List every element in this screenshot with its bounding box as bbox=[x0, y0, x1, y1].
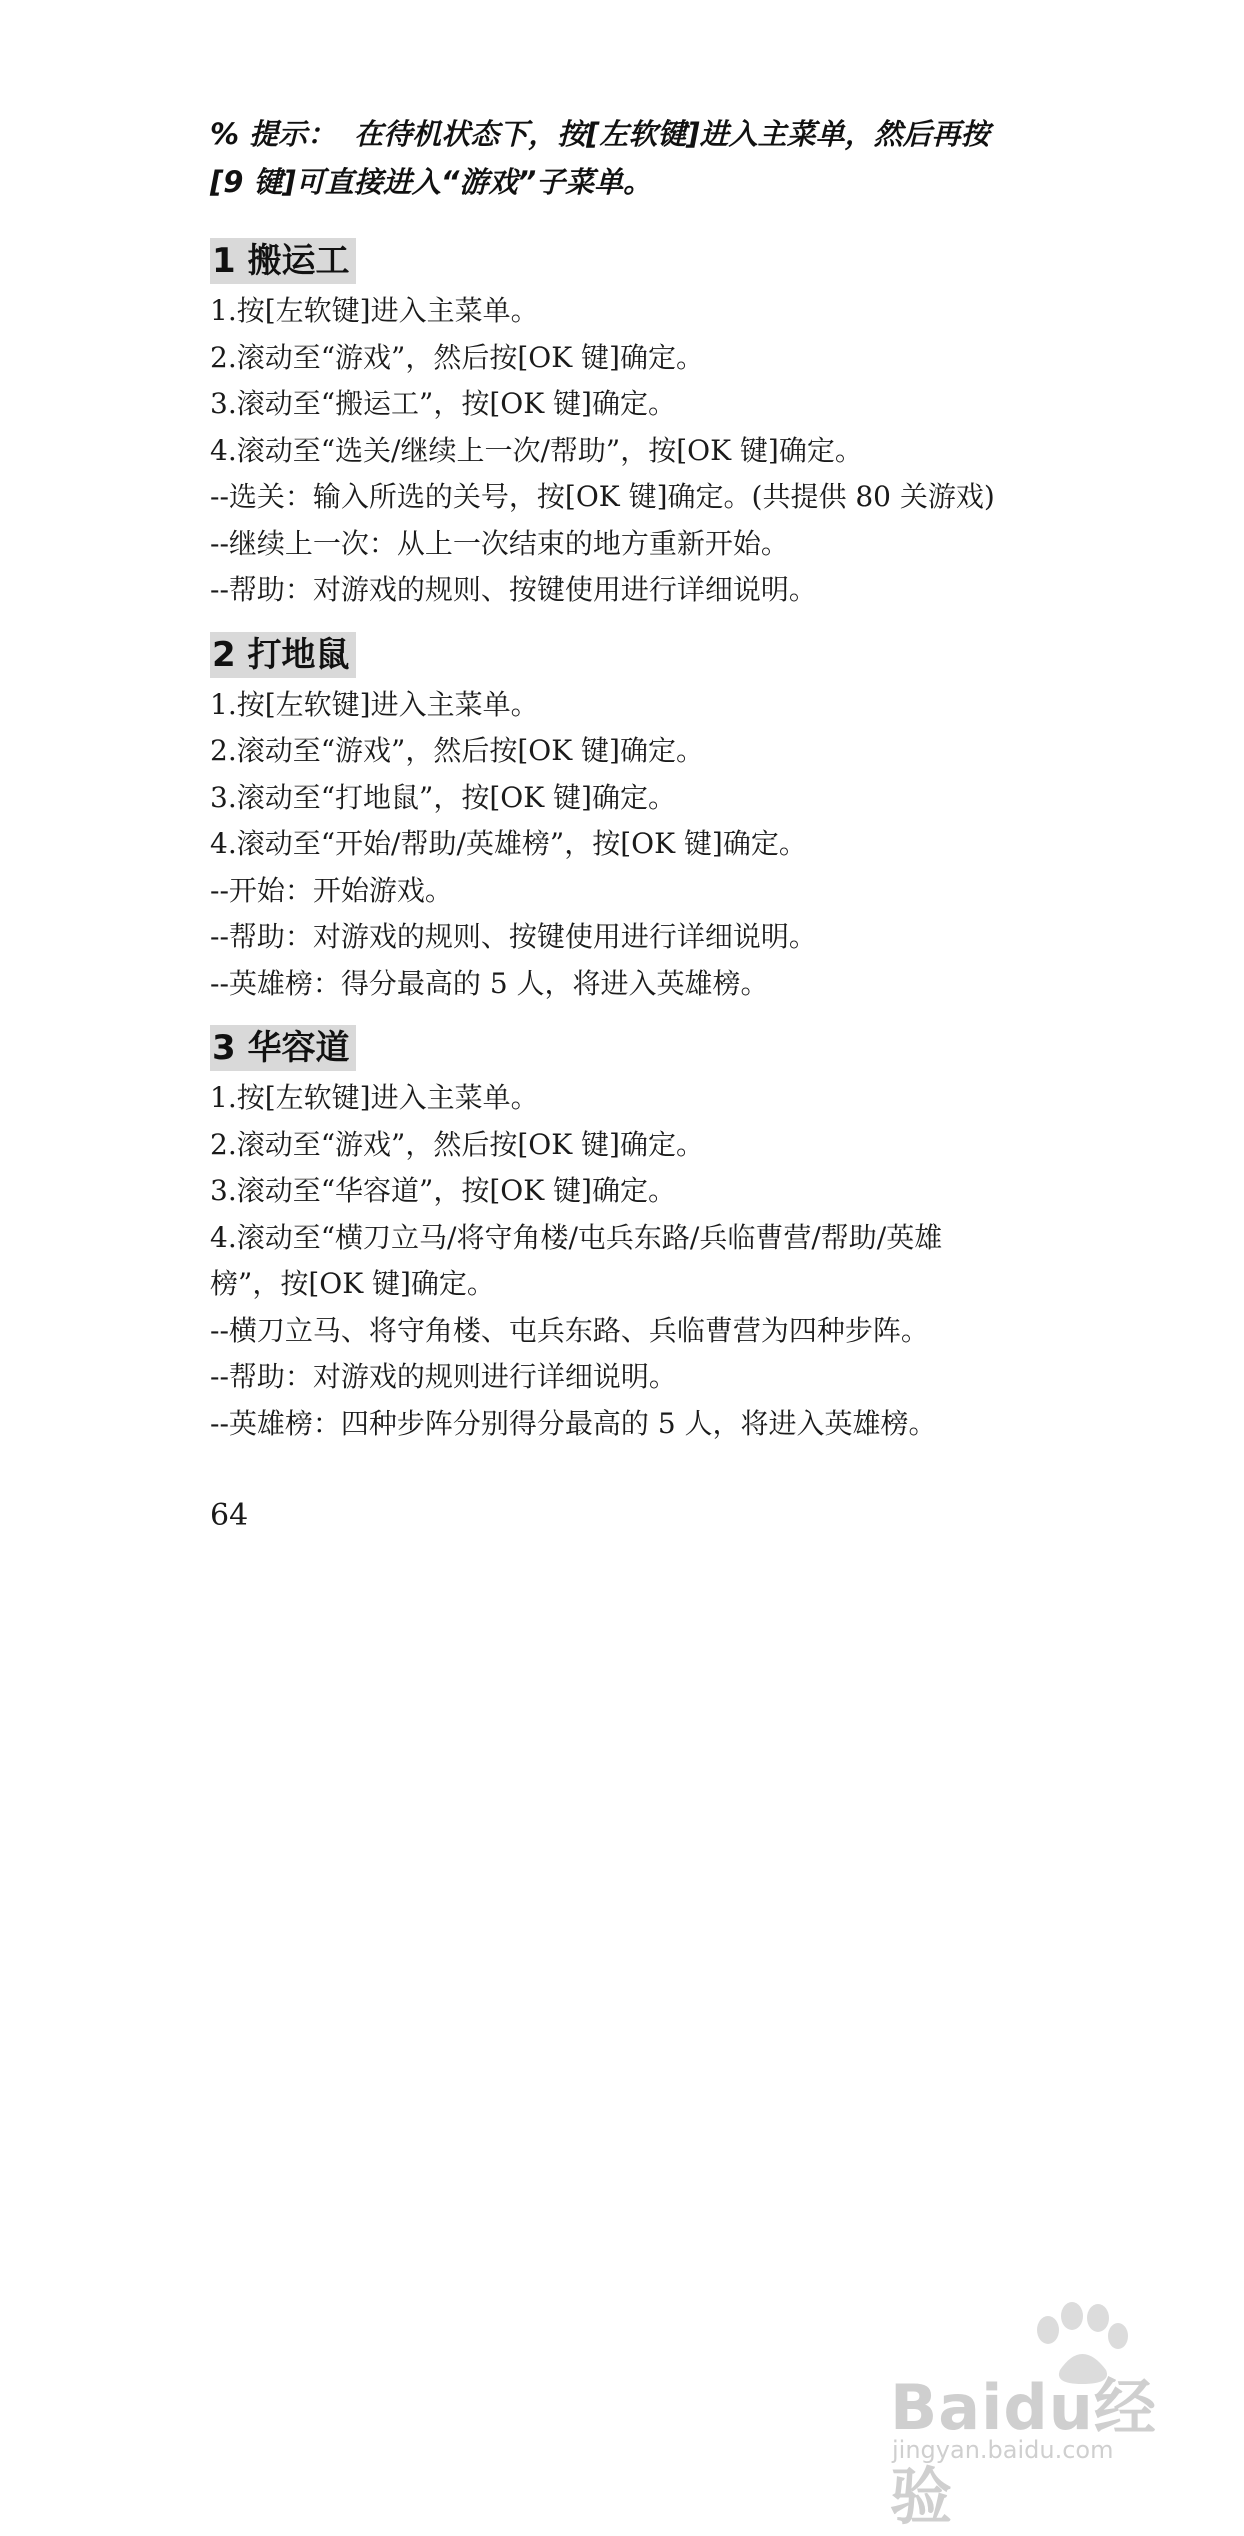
tip-text-line2: [9 键]可直接进入“游戏”子菜单。 bbox=[210, 165, 653, 199]
baidu-jingyan-watermark bbox=[890, 2300, 1210, 2533]
option-line: --帮助：对游戏的规则、按键使用进行详细说明。 bbox=[210, 920, 817, 953]
option-line: --帮助：对游戏的规则进行详细说明。 bbox=[210, 1360, 677, 1393]
section-title: 2 打地鼠 bbox=[210, 632, 356, 678]
section-title: 1 搬运工 bbox=[210, 238, 356, 284]
page-number: 64 bbox=[210, 1498, 249, 1533]
step-line: 1.按[左软键]进入主菜单。 bbox=[210, 687, 539, 721]
step-line: 2.滚动至“游戏”，然后按[OK 键]确定。 bbox=[210, 734, 704, 767]
step-line: 1.按[左软键]进入主菜单。 bbox=[210, 294, 539, 327]
step-line: 2.滚动至“游戏”，然后按[OK 键]确定。 bbox=[210, 1127, 704, 1161]
option-line: --英雄榜：四种步阵分别得分最高的 5 人，将进入英雄榜。 bbox=[210, 1406, 937, 1440]
watermark-url: jingyan.baidu.com bbox=[892, 2436, 1114, 2464]
section-huarong-road bbox=[210, 1015, 1110, 1447]
tip-paragraph bbox=[210, 110, 1110, 206]
option-line: --英雄榜：得分最高的 5 人，将进入英雄榜。 bbox=[210, 966, 769, 1000]
manual-page bbox=[210, 110, 1110, 1455]
watermark-logo-text: Baidu经验 bbox=[890, 2371, 1157, 2533]
step-line-continued: 榜”，按[OK 键]确定。 bbox=[210, 1267, 495, 1300]
option-line: --横刀立马、将守角楼、屯兵东路、兵临曹营为四种步阵。 bbox=[210, 1313, 929, 1347]
step-line: 3.滚动至“打地鼠”，按[OK 键]确定。 bbox=[210, 780, 676, 814]
step-line: 3.滚动至“搬运工”，按[OK 键]确定。 bbox=[210, 387, 676, 420]
option-line: --开始：开始游戏。 bbox=[210, 873, 453, 907]
step-line: 1.按[左软键]进入主菜单。 bbox=[210, 1081, 539, 1114]
option-line: --继续上一次：从上一次结束的地方重新开始。 bbox=[210, 526, 789, 560]
option-line: --选关：输入所选的关号，按[OK 键]确定。(共提供 80 关游戏) bbox=[210, 480, 995, 513]
option-line: --帮助：对游戏的规则、按键使用进行详细说明。 bbox=[210, 573, 817, 606]
step-line: 4.滚动至“开始/帮助/英雄榜”，按[OK 键]确定。 bbox=[210, 827, 807, 860]
step-line: 2.滚动至“游戏”，然后按[OK 键]确定。 bbox=[210, 340, 704, 374]
tip-text-line1: 在待机状态下，按[左软键]进入主菜单，然后再按 bbox=[354, 117, 990, 151]
section-whack-a-mole bbox=[210, 622, 1110, 1008]
tip-label: % 提示： bbox=[210, 117, 337, 151]
step-line: 3.滚动至“华容道”，按[OK 键]确定。 bbox=[210, 1174, 676, 1207]
step-line: 4.滚动至“横刀立马/将守角楼/屯兵东路/兵临曹营/帮助/英雄 bbox=[210, 1220, 943, 1254]
step-line: 4.滚动至“选关/继续上一次/帮助”，按[OK 键]确定。 bbox=[210, 433, 863, 467]
section-title: 3 华容道 bbox=[210, 1025, 356, 1071]
section-sokoban bbox=[210, 228, 1110, 614]
